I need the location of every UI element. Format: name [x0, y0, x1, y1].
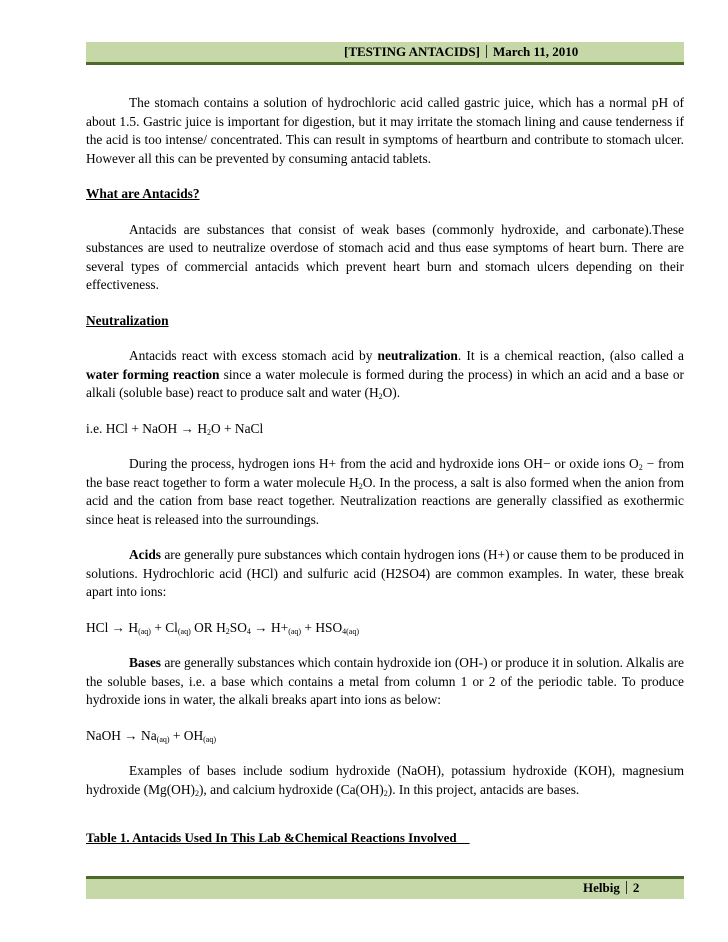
text-run: are generally pure substances which contain hydrogen ions (H+) or cause them to be produced in solutions. Hydrochloric acid (HCl) and sulfuric acid (H2SO4) are common examples. In water, these break apart into ions:	[86, 547, 684, 599]
subscript: (aq)	[203, 734, 217, 744]
examples-paragraph	[86, 762, 684, 799]
subscript: 2	[207, 427, 211, 437]
antacids-paragraph: Antacids are substances that consist of weak bases (commonly hydroxide, and carbonate).These substances are used to neutralize overdose of stomach acid and thus ease symptoms of heart burn. There are several types of commercial antacids which prevent heart burn and stomach ulcers depending on their effectiveness.	[86, 221, 684, 292]
table-caption: Table 1. Antacids Used In This Lab &Chemical Reactions Involved	[86, 830, 470, 845]
document-body	[86, 94, 684, 799]
text-run: O. In the process, a salt is also formed when the anion from acid and the cation from base react together. Neutralization reactions are generally classified as exothermic since heat is released into the surroundings.	[86, 474, 685, 527]
text-run: O).	[382, 385, 401, 400]
intro-paragraph: The stomach contains a solution of hydrochloric acid called gastric juice, which has a normal pH of about 1.5. Gastric juice is important for digestion, but it may irritate the stomach lining and cause tenderness if the acid is too intense/ concentrated. This can result in symptoms of heartburn and contribute to stomach ulcer. However all this can be prevented by consuming antacid tablets.	[86, 95, 684, 166]
header-separator	[486, 45, 487, 58]
process-paragraph	[86, 455, 684, 529]
heading-neutralization: Neutralization	[86, 312, 169, 328]
equation-acid-ions	[86, 619, 684, 638]
subscript: 2	[378, 392, 383, 401]
text-run: are generally substances which contain hydroxide ion (OH-) or produce it in solution. Alkalis are the soluble bases, i.e. a base which contains a metal from column 1 or 2 of the periodic table. To produce hydroxide ions in water, the alkali breaks apart into ions as below:	[86, 655, 684, 707]
header-topic: [TESTING ANTACIDS]	[344, 44, 480, 59]
equation-hcl-naoh	[86, 420, 684, 439]
text-run: ), and calcium hydroxide (Ca(OH)	[198, 781, 384, 797]
text-run: During the process, hydrogen ions H+ from the acid and hydroxide ions OH− or oxide ions O	[129, 456, 639, 471]
bold-term: Acids	[129, 547, 161, 562]
subscript: (aq)	[138, 626, 151, 636]
subscript: (aq)	[156, 734, 170, 744]
subscript: (aq)	[177, 626, 191, 636]
footer-separator	[626, 881, 627, 894]
text-run: O + NaCl	[211, 420, 264, 436]
footer-author: Helbig	[583, 880, 620, 895]
text-run: since a water molecule is formed during the process) in which an acid and a base or alkali (soluble base) react to produce salt and water (H	[86, 366, 685, 400]
equation-base-ions	[86, 727, 684, 746]
text-run: Antacids react with excess stomach acid by	[129, 348, 378, 363]
text-run: Examples of bases include sodium hydroxide (NaOH), potassium hydroxide (KOH), magnesium hydroxide (Mg(OH)	[86, 763, 684, 797]
subscript: 2	[638, 463, 643, 472]
text-run: ). In this project, antacids are bases.	[387, 781, 580, 797]
text-run: S	[229, 619, 238, 635]
text-run: + OH	[169, 727, 204, 743]
header-date: March 11, 2010	[492, 44, 579, 59]
bold-term: water forming reaction	[86, 366, 220, 382]
text-run: → H+	[250, 619, 289, 635]
subscript: 2	[225, 626, 230, 636]
text-run: OR H	[190, 619, 226, 635]
bold-term: Bases	[129, 655, 161, 670]
text-run: + Cl	[150, 619, 178, 635]
neutralization-paragraph	[86, 347, 684, 403]
subscript: 4(aq)	[342, 626, 360, 636]
acids-paragraph	[86, 546, 684, 602]
subscript: 2	[383, 788, 388, 798]
subscript: 4	[246, 626, 251, 636]
heading-antacids: What are Antacids?	[86, 186, 200, 201]
page-footer	[583, 880, 639, 896]
subscript: 2	[194, 788, 199, 798]
text-run: NaOH → Na	[86, 727, 157, 743]
text-run: − from the base react together to form a water molecule H	[86, 456, 684, 490]
text-run: . It is a chemical reaction, (also called a	[457, 348, 684, 363]
subscript: 2	[358, 481, 363, 491]
text-run: + HSO	[301, 619, 343, 635]
text-run: i.e. HCl + NaOH → H	[86, 420, 207, 436]
text-run: O	[237, 619, 247, 635]
page-number: 2	[632, 880, 640, 895]
bold-term: neutralization	[377, 348, 458, 363]
text-run: HCl → H	[86, 619, 139, 635]
bases-paragraph	[86, 654, 684, 710]
subscript: (aq)	[288, 626, 302, 636]
page-header	[344, 44, 578, 60]
